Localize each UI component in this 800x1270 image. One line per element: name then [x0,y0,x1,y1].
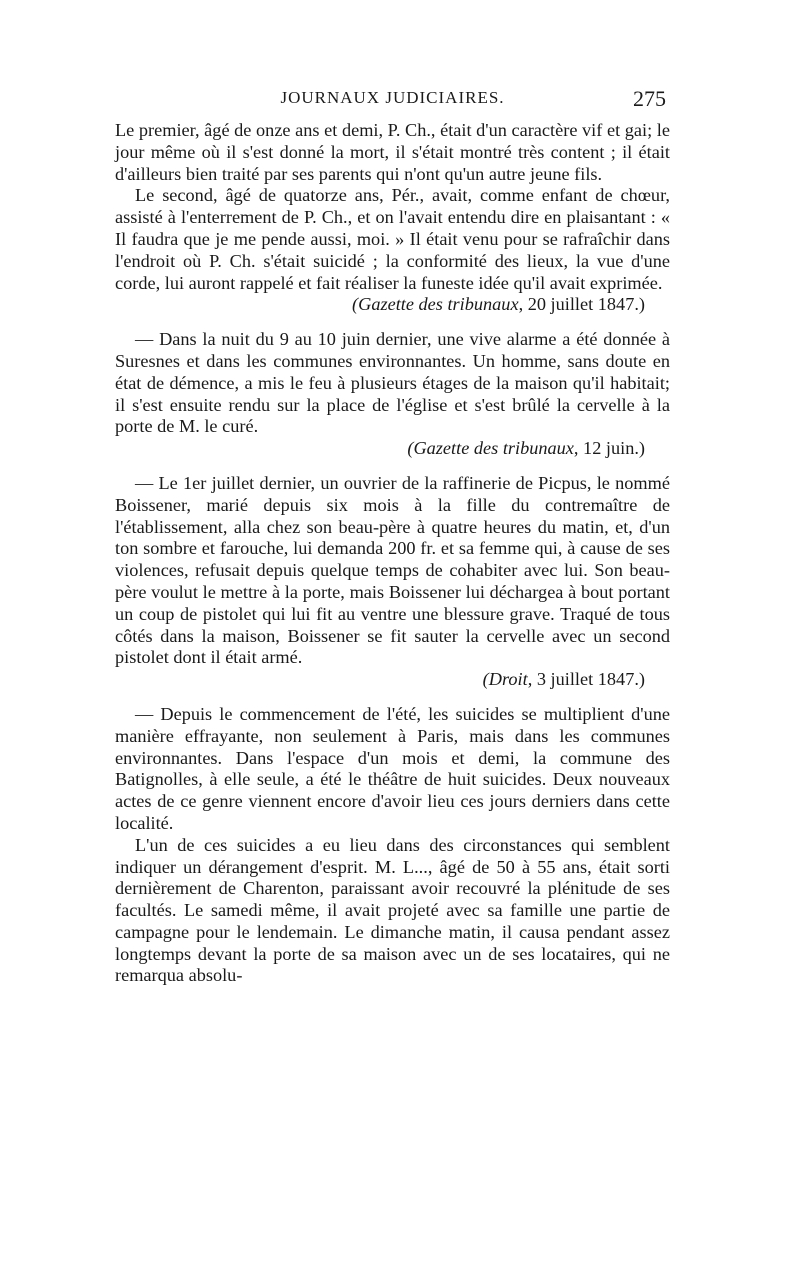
article-suresnes [115,329,670,460]
citation [115,294,670,316]
citation [115,669,670,691]
article-batignolles [115,704,670,987]
paragraph: — Depuis le commencement de l'été, les suicides se multiplient d'une manière effrayante, non seulement à Paris, mais dans les communes environnantes. Dans l'espace d'un mois et demi, la commune des Batignolles, à elle seule, a été le théâtre de huit suicides. Deux nouveaux actes de ce genre viennent encore d'avoir lieu ces jours derniers dans cette localité. [115,703,670,833]
running-head: JOURNAUX JUDICIAIRES. [280,88,505,107]
paragraph: — Le 1er juillet dernier, un ouvrier de la raffinerie de Picpus, le nommé Boissener, marié depuis six mois à la fille du contremaître de l'établissement, alla chez son beau-père à quatre heures du matin, et, d'un ton sombre et farouche, lui demanda 200 fr. et sa femme qui, à cause de ses violences, refusait depuis quelque temps de cohabiter avec lui. Son beau-père voulut le mettre à la porte, mais Boissener lui déchargea à bout portant un coup de pistolet qui lui fit au ventre une blessure grave. Traqué de tous côtés dans la maison, Boissener se fit sauter la cervelle avec un second pistolet dont il était armé. [115,472,670,668]
citation-source: (Gazette des tribunaux [407,438,574,459]
paragraph: Le second, âgé de quatorze ans, Pér., avait, comme enfant de chœur, assisté à l'enterrement de P. Ch., et on l'avait entendu dire en plaisantant : « Il faudra que je me pende aussi, moi. » Il était venu pour se rafraîchir dans l'endroit où P. Ch. s'était suicidé ; la conformité des lieux, la vue d'une corde, lui auront rappelé et fait réaliser la funeste idée qu'il avait exprimée. [115,185,670,293]
citation-source: (Gazette des tribunaux [352,294,519,315]
citation [115,438,670,460]
paragraph: — Dans la nuit du 9 au 10 juin dernier, une vive alarme a été donnée à Suresnes et dans les communes environnantes. Un homme, sans doute en état de démence, a mis le feu à plusieurs étages de la maison qu'il habitait; il s'est ensuite rendu sur la place de l'église et s'est brûlé la cervelle à la porte de M. le curé. [115,329,670,437]
citation-source: (Droit [482,669,528,690]
article-picpus [115,473,670,691]
page-body [115,120,670,987]
citation-date: , 20 juillet 1847.) [518,294,645,315]
citation-date: , 3 juillet 1847.) [527,669,645,690]
paragraph: L'un de ces suicides a eu lieu dans des circonstances qui semblent indiquer un dérangement d'esprit. M. L..., âgé de 50 à 55 ans, était sorti dernièrement de Charenton, paraissant avoir recouvré la plénitude de ses facultés. Le samedi même, il avait projeté avec sa famille une partie de campagne pour le lendemain. Le dimanche matin, il causa pendant assez longtemps devant la porte de sa maison avec un de ses locataires, qui ne remarqua absolu- [115,834,670,986]
article-child-suicides [115,120,670,316]
citation-date: , 12 juin.) [573,438,645,459]
book-page [115,88,670,987]
page-header [115,88,670,116]
page-number: 275 [633,86,666,111]
paragraph: Le premier, âgé de onze ans et demi, P. Ch., était d'un caractère vif et gai; le jour même où il s'est donné la mort, il s'était montré très content ; il était d'ailleurs bien traité par ses parents qui n'ont qu'un autre jeune fils. [115,120,670,184]
